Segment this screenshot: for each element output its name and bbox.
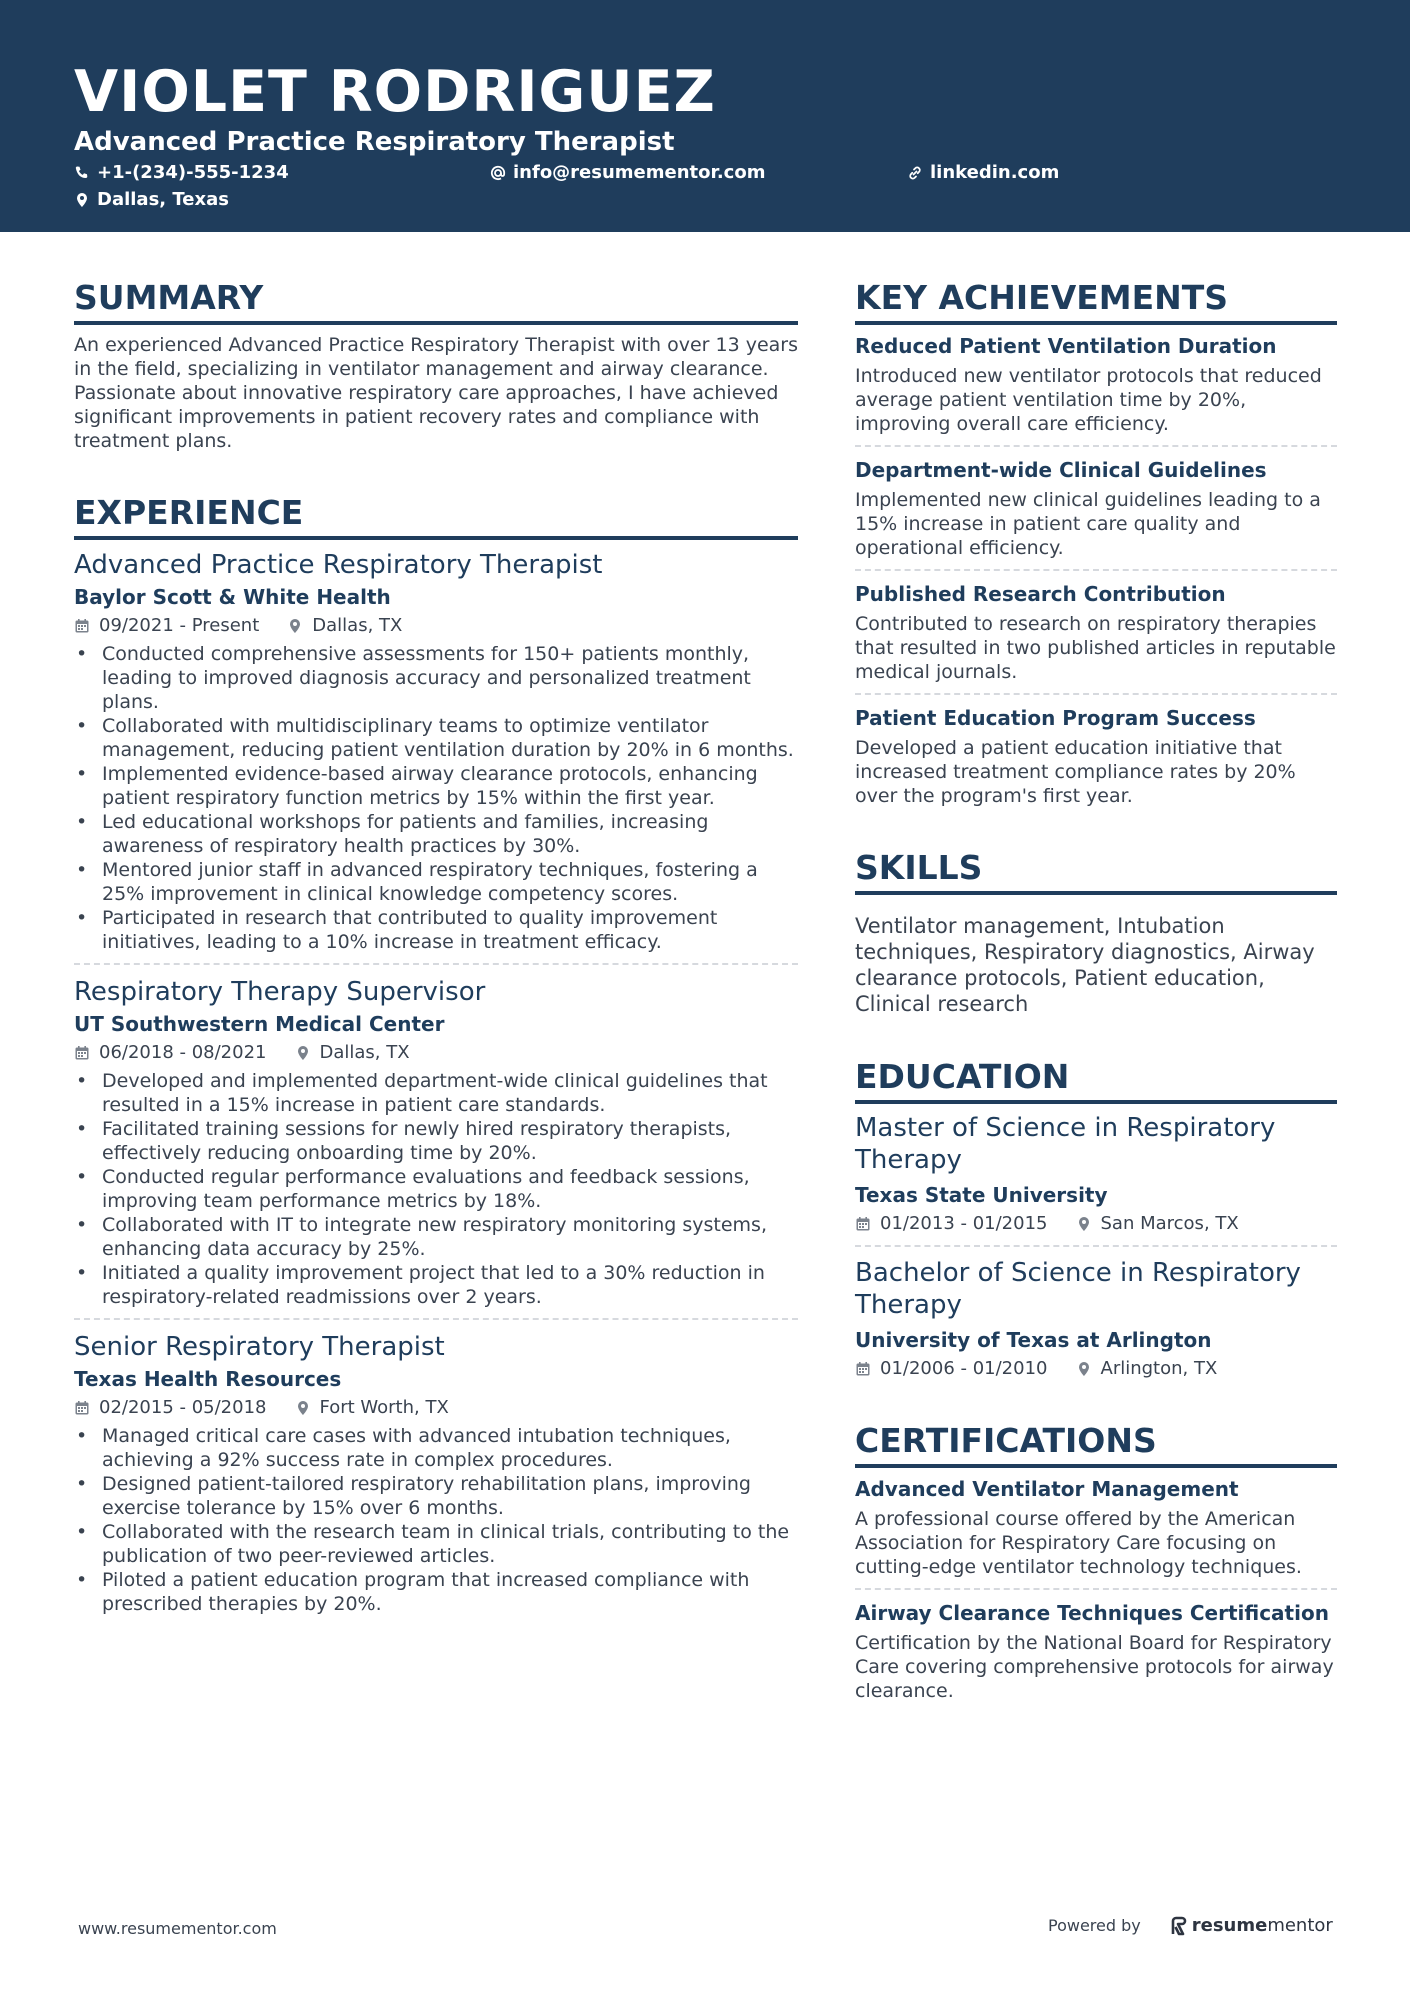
job-location — [287, 614, 402, 638]
job-title: Respiratory Therapy Supervisor — [74, 977, 486, 1007]
left-column — [74, 276, 798, 1616]
education-entry — [855, 1257, 1337, 1381]
job-title: Advanced Practice Respiratory Therapist — [74, 550, 603, 580]
job-meta — [74, 614, 798, 638]
location-pin-icon — [1076, 1216, 1092, 1232]
bullet-item: • Facilitated training sessions for newly hired respiratory therapists, effectively reducing onboarding time by 20%. — [74, 1117, 798, 1165]
section-heading-summary: SUMMARY — [74, 276, 798, 325]
company-name: Baylor Scott & White Health — [74, 585, 391, 609]
job-bullets — [74, 1069, 798, 1309]
brand-name-light: mentor — [1267, 1915, 1333, 1936]
achievement-title: Published Research Contribution — [855, 582, 1226, 606]
job-dates: 06/2018 - 08/2021 — [99, 1042, 267, 1063]
certification-desc: A professional course offered by the American Association for Respiratory Care focusing on cutting-edge ventilator technology techniques. — [855, 1508, 1302, 1578]
education-location — [1076, 1212, 1239, 1236]
section-heading-experience: EXPERIENCE — [74, 491, 798, 540]
job-location — [295, 1041, 410, 1065]
bullet-item: • Participated in research that contributed to quality improvement initiatives, leading to a 10% increase in treatment efficacy. — [74, 906, 798, 954]
certification-desc: Certification by the National Board for Respiratory Care covering comprehensive protocols for airway clearance. — [855, 1632, 1334, 1702]
achievements-section — [855, 276, 1337, 808]
bullet-item: • Implemented evidence-based airway clearance protocols, enhancing patient respiratory function metrics by 15% within the first year. — [74, 762, 798, 810]
bullet-item: • Designed patient-tailored respiratory rehabilitation plans, improving exercise tolerance by 15% over 6 months. — [74, 1472, 798, 1520]
education-dates: 01/2013 - 01/2015 — [880, 1213, 1048, 1234]
job-bullets — [74, 642, 798, 954]
entry-divider — [855, 445, 1337, 447]
achievement-title: Department-wide Clinical Guidelines — [855, 458, 1267, 482]
bullet-item: • Piloted a patient education program that increased compliance with prescribed therapies by 20%. — [74, 1568, 798, 1616]
entry-divider — [855, 693, 1337, 695]
right-column — [855, 276, 1337, 1703]
candidate-name: VIOLET RODRIGUEZ — [74, 59, 716, 125]
job-title: Senior Respiratory Therapist — [74, 1332, 445, 1362]
certification-title: Advanced Ventilator Management — [855, 1477, 1239, 1501]
summary-text: An experienced Advanced Practice Respiratory Therapist with over 13 years in the field, specializing in ventilator management and airway clearance. Passionate about innovative respiratory care approaches, I have achieved significant improvements in patient recovery rates and compliance with treatment plans. — [74, 334, 798, 452]
link-icon — [907, 165, 923, 181]
contact-email[interactable] — [490, 161, 765, 185]
education-location-text: Arlington, TX — [1100, 1358, 1218, 1379]
section-heading-certifications: CERTIFICATIONS — [855, 1419, 1337, 1468]
job-meta — [74, 1396, 798, 1420]
degree-title: Bachelor of Science in Respiratory Therapy — [855, 1258, 1301, 1320]
bullet-item: • Led educational workshops for patients and families, increasing awareness of respiratory health practices by 30%. — [74, 810, 798, 858]
calendar-icon — [74, 1045, 90, 1061]
job-dates: 09/2021 - Present — [99, 615, 260, 636]
job-location — [295, 1396, 449, 1420]
achievement-title: Reduced Patient Ventilation Duration — [855, 334, 1277, 358]
certification-item — [855, 1600, 1337, 1703]
school-name: University of Texas at Arlington — [855, 1328, 1212, 1352]
education-meta — [855, 1212, 1337, 1236]
bullet-item: • Collaborated with multidisciplinary teams to optimize ventilator management, reducing patient ventilation duration by 20% in 6 months. — [74, 714, 798, 762]
achievement-desc: Contributed to research on respiratory therapies that resulted in two published articles in reputable medical journals. — [855, 613, 1336, 683]
bullet-item: • Conducted regular performance evaluations and feedback sessions, improving team performance metrics by 18%. — [74, 1165, 798, 1213]
contact-phone[interactable] — [74, 161, 289, 185]
skills-text: Ventilator management, Intubation techniques, Respiratory diagnostics, Airway clearance protocols, Patient education, Clinical research — [855, 914, 1315, 1016]
summary-section — [74, 276, 798, 453]
degree-title: Master of Science in Respiratory Therapy — [855, 1113, 1276, 1175]
location-pin-icon — [74, 192, 90, 208]
at-icon — [490, 165, 506, 181]
bullet-item: • Conducted comprehensive assessments for 150+ patients monthly, leading to improved diagnosis accuracy and personalized treatment plans. — [74, 642, 798, 714]
section-heading-skills: SKILLS — [855, 846, 1337, 895]
contact-linkedin[interactable] — [907, 161, 1059, 185]
job-meta — [74, 1041, 798, 1065]
footer-website-link[interactable]: www.resumementor.com — [78, 1919, 277, 1938]
experience-section — [74, 491, 798, 1616]
education-section — [855, 1055, 1337, 1381]
experience-entry — [74, 548, 798, 954]
calendar-icon — [74, 618, 90, 634]
job-bullets — [74, 1424, 798, 1616]
achievement-item — [855, 333, 1337, 436]
bullet-item: • Collaborated with the research team in clinical trials, contributing to the publication of two peer-reviewed articles. — [74, 1520, 798, 1568]
achievement-desc: Introduced new ventilator protocols that reduced average patient ventilation time by 20%, improving overall care efficiency. — [855, 365, 1322, 435]
bullet-item: • Developed and implemented department-wide clinical guidelines that resulted in a 15% increase in patient care standards. — [74, 1069, 798, 1117]
achievement-desc: Developed a patient education initiative that increased treatment compliance rates by 20% over the program's first year. — [855, 737, 1296, 807]
contact-location — [74, 188, 229, 212]
resumementor-logo-icon — [1171, 1916, 1187, 1936]
achievement-title: Patient Education Program Success — [855, 706, 1256, 730]
company-name: Texas Health Resources — [74, 1367, 342, 1391]
phone-text: +1-(234)-555-1234 — [97, 162, 289, 183]
experience-entry — [74, 1330, 798, 1616]
section-heading-achievements: KEY ACHIEVEMENTS — [855, 276, 1337, 325]
entry-divider — [74, 963, 798, 965]
school-name: Texas State University — [855, 1183, 1108, 1207]
section-heading-education: EDUCATION — [855, 1055, 1337, 1104]
bullet-item: • Managed critical care cases with advanced intubation techniques, achieving a 92% success rate in complex procedures. — [74, 1424, 798, 1472]
job-dates: 02/2015 - 05/2018 — [99, 1397, 267, 1418]
resume-header — [0, 0, 1410, 232]
calendar-icon — [855, 1361, 871, 1377]
achievement-desc: Implemented new clinical guidelines leading to a 15% increase in patient care quality and operational efficiency. — [855, 489, 1321, 559]
education-location — [1076, 1357, 1218, 1381]
entry-divider — [855, 569, 1337, 571]
location-pin-icon — [295, 1045, 311, 1061]
entry-divider — [74, 1318, 798, 1320]
achievement-item — [855, 581, 1337, 684]
calendar-icon — [74, 1400, 90, 1416]
location-pin-icon — [295, 1400, 311, 1416]
powered-by-text: Powered by — [1048, 1916, 1141, 1935]
certification-title: Airway Clearance Techniques Certification — [855, 1601, 1329, 1625]
candidate-title: Advanced Practice Respiratory Therapist — [74, 127, 675, 157]
bullet-item: • Collaborated with IT to integrate new respiratory monitoring systems, enhancing data accuracy by 25%. — [74, 1213, 798, 1261]
location-pin-icon — [1076, 1361, 1092, 1377]
location-pin-icon — [287, 618, 303, 634]
brand-logo[interactable] — [1171, 1915, 1333, 1936]
bullet-item: • Initiated a quality improvement project that led to a 30% reduction in respiratory-related readmissions over 2 years. — [74, 1261, 798, 1309]
education-entry — [855, 1112, 1337, 1236]
education-dates: 01/2006 - 01/2010 — [880, 1358, 1048, 1379]
certifications-section — [855, 1419, 1337, 1703]
certification-item — [855, 1476, 1337, 1579]
job-location-text: Dallas, TX — [312, 615, 403, 636]
job-location-text: Dallas, TX — [319, 1042, 410, 1063]
location-text: Dallas, Texas — [97, 189, 229, 210]
email-text: info@resumementor.com — [513, 162, 766, 183]
job-location-text: Fort Worth, TX — [319, 1397, 449, 1418]
entry-divider — [855, 1588, 1337, 1590]
footer-branding — [1048, 1915, 1333, 1936]
brand-name-bold: resume — [1191, 1915, 1268, 1936]
calendar-icon — [855, 1216, 871, 1232]
bullet-item: • Mentored junior staff in advanced respiratory techniques, fostering a 25% improvement in clinical knowledge competency scores. — [74, 858, 798, 906]
experience-entry — [74, 975, 798, 1309]
company-name: UT Southwestern Medical Center — [74, 1012, 445, 1036]
education-location-text: San Marcos, TX — [1100, 1213, 1239, 1234]
skills-section — [855, 846, 1337, 1017]
achievement-item — [855, 705, 1337, 808]
achievement-item — [855, 457, 1337, 560]
entry-divider — [855, 1245, 1337, 1247]
linkedin-text: linkedin.com — [930, 162, 1060, 183]
phone-icon — [74, 165, 90, 181]
education-meta — [855, 1357, 1337, 1381]
